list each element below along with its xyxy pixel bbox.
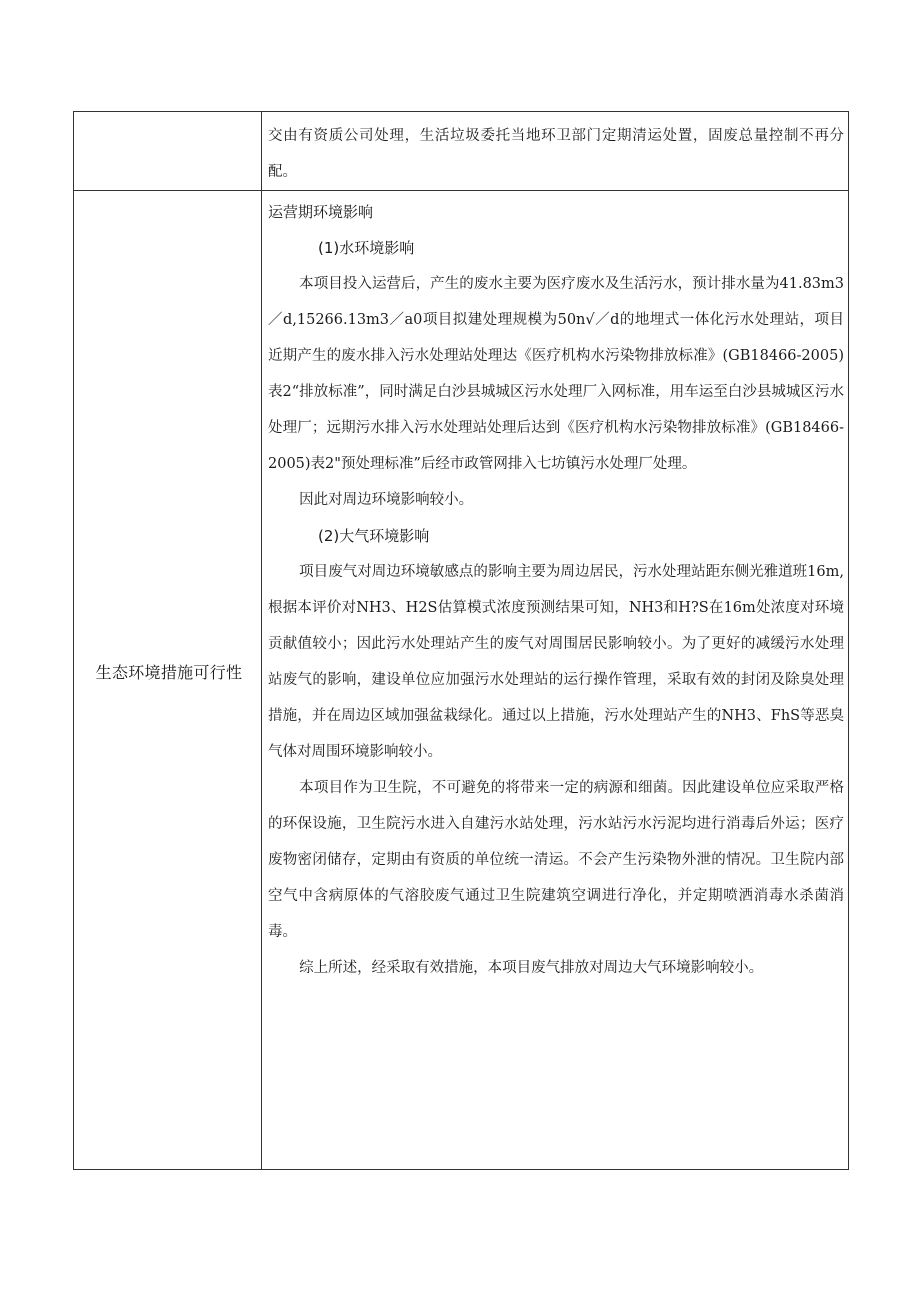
air-heading: (2)大气环境影响 (318, 527, 430, 545)
hygiene-paragraph: 本项目作为卫生院，不可避免的将带来一定的病源和细菌。因此建设单位应采取严格的环保设施，卫生院污水进入自建污水站处理，污水站污水污泥均进行消毒后外运；医疗废物密闭储存，定期由有资质的单位统一清运。不会产生污染物外泄的情况。卫生院内部空气中含病原体的气溶胶废气通过卫生院建筑空调进行净化，并定期喷洒消毒水杀菌消毒。 (268, 780, 844, 940)
content-cell (262, 112, 849, 191)
air-conclusion: 综上所述，经采取有效措施，本项目废气排放对周边大气环境影响较小。 (299, 960, 764, 976)
table-row (74, 112, 849, 191)
solid-waste-paragraph: 交由有资质公司处理，生活垃圾委托当地环卫部门定期清运处置，固废总量控制不再分配。 (268, 128, 844, 180)
label-cell (74, 112, 262, 191)
water-conclusion: 因此对周边环境影响较小。 (299, 492, 474, 508)
label-cell (74, 191, 262, 1170)
section-heading: 运营期环境影响 (268, 203, 374, 221)
content-cell (262, 191, 849, 1170)
table-row (74, 191, 849, 1170)
row-label: 生态环境措施可行性 (95, 663, 243, 682)
document-table (73, 111, 849, 1170)
air-paragraph: 项目废气对周边环境敏感点的影响主要为周边居民，污水处理站距东侧光雅道班16m,根据本评价对NH3、H2S估算模式浓度预测结果可知，NH3和H?S在16m处浓度对环境贡献值较小；因此污水处理站产生的废气对周围居民影响较小。为了更好的减缓污水处理站废气的影响，建设单位应加强污水处理站的运行操作管理，采取有效的封闭及除臭处理措施，并在周边区域加强盆栽绿化。通过以上措施，污水处理站产生的NH3、FhS等恶臭气体对周围环境影响较小。 (268, 564, 844, 760)
water-heading: (1)水环境影响 (318, 239, 415, 257)
water-paragraph: 本项目投入运营后，产生的废水主要为医疗废水及生活污水，预计排水量为41.83m3／d,15266.13m3／a0项目拟建处理规模为50n√／d的地埋式一体化污水处理站，项目近期产生的废水排入污水处理站处理达《医疗机构水污染物排放标准》(GB18466-2005)表2“排放标准”，同时满足白沙县城城区污水处理厂入网标准，用车运至白沙县城城区污水处理厂；远期污水排入污水处理站处理后达到《医疗机构水污染物排放标准》(GB18466-2005)表2"预处理标准”后经市政管网排入七坊镇污水处理厂处理。 (268, 276, 844, 472)
